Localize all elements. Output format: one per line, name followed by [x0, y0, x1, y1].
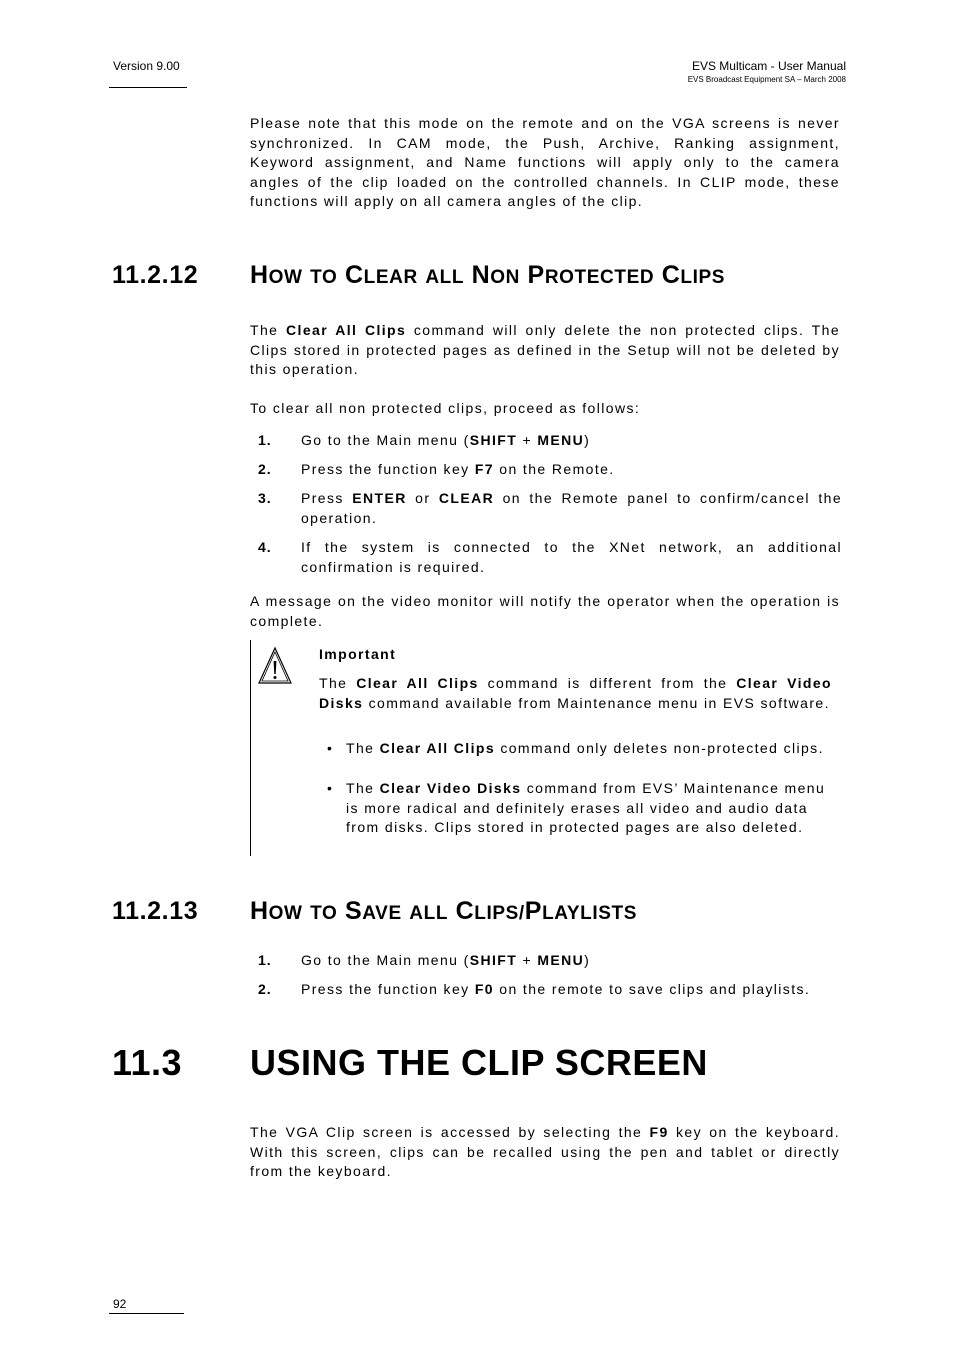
- step-text: Press the function key F7 on the Remote.: [301, 461, 615, 477]
- step-text: Go to the Main menu (SHIFT + MENU): [301, 952, 591, 968]
- section-title: HOW TO SAVE ALL CLIPS/PLAYLISTS: [250, 897, 638, 925]
- step-number: 1.: [258, 432, 272, 448]
- page-number: 92: [113, 1297, 127, 1311]
- step-number: 4.: [258, 539, 272, 555]
- step-number: 2.: [258, 981, 272, 997]
- completion-paragraph: A message on the video monitor will notify the operator when the operation is complete.: [250, 593, 840, 629]
- header-version: Version 9.00: [113, 59, 180, 73]
- important-paragraph: The Clear All Clips command is different from the Clear Video Disks command available from Maintenance menu in EVS software.: [319, 675, 832, 711]
- warning-icon: [257, 645, 293, 685]
- header-subtitle: EVS Broadcast Equipment SA – March 2008: [687, 75, 846, 84]
- important-sidebar-rule: [250, 640, 251, 856]
- section-number: 11.2.13: [112, 897, 199, 925]
- section-number: 11.2.12: [112, 261, 199, 289]
- header-rule: [109, 87, 187, 88]
- footer-rule: [109, 1313, 184, 1314]
- section-title: HOW TO CLEAR ALL NON PROTECTED CLIPS: [250, 261, 726, 289]
- step-number: 3.: [258, 490, 272, 506]
- intro-paragraph: Please note that this mode on the remote and on the VGA screens is never synchronized. In CAM mode, the Push, Archive, Ranking assignment, Keyword assignment, and Name functions will apply only to the camera angles of the clip loaded on the controlled channels. In CLIP mode, these functions will apply on all camera angles of the clip.: [250, 115, 840, 209]
- proceed-paragraph: To clear all non protected clips, proceed as follows:: [250, 400, 641, 416]
- clear-clips-paragraph: The Clear All Clips command will only delete the non protected clips. The Clips stored in protected pages as defined in the Setup will not be deleted by this operation.: [250, 322, 840, 377]
- bullet-icon: •: [327, 740, 334, 756]
- bullet-text: The Clear All Clips command only deletes non-protected clips.: [346, 740, 824, 756]
- step-text: If the system is connected to the XNet network, an additional confirmation is required.: [301, 539, 842, 575]
- header-title: EVS Multicam - User Manual: [691, 59, 846, 73]
- step-text: Press ENTER or CLEAR on the Remote panel to confirm/cancel the operation.: [301, 490, 843, 526]
- bullet-icon: •: [327, 780, 334, 796]
- important-title: Important: [319, 646, 397, 662]
- step-text: Go to the Main menu (SHIFT + MENU): [301, 432, 591, 448]
- step-number: 2.: [258, 461, 272, 477]
- step-number: 1.: [258, 952, 272, 968]
- clip-screen-paragraph: The VGA Clip screen is accessed by selecting the F9 key on the keyboard. With this screen, clips can be recalled using the pen and tablet or directly from the keyboard.: [250, 1124, 841, 1179]
- bullet-text: The Clear Video Disks command from EVS’ Maintenance menu is more radical and definitely erases all video and audio data from disks. Clips stored in protected pages are also deleted.: [346, 780, 826, 835]
- section-title: USING THE CLIP SCREEN: [250, 1042, 708, 1083]
- step-text: Press the function key F0 on the remote to save clips and playlists.: [301, 981, 811, 997]
- section-number: 11.3: [112, 1042, 183, 1083]
